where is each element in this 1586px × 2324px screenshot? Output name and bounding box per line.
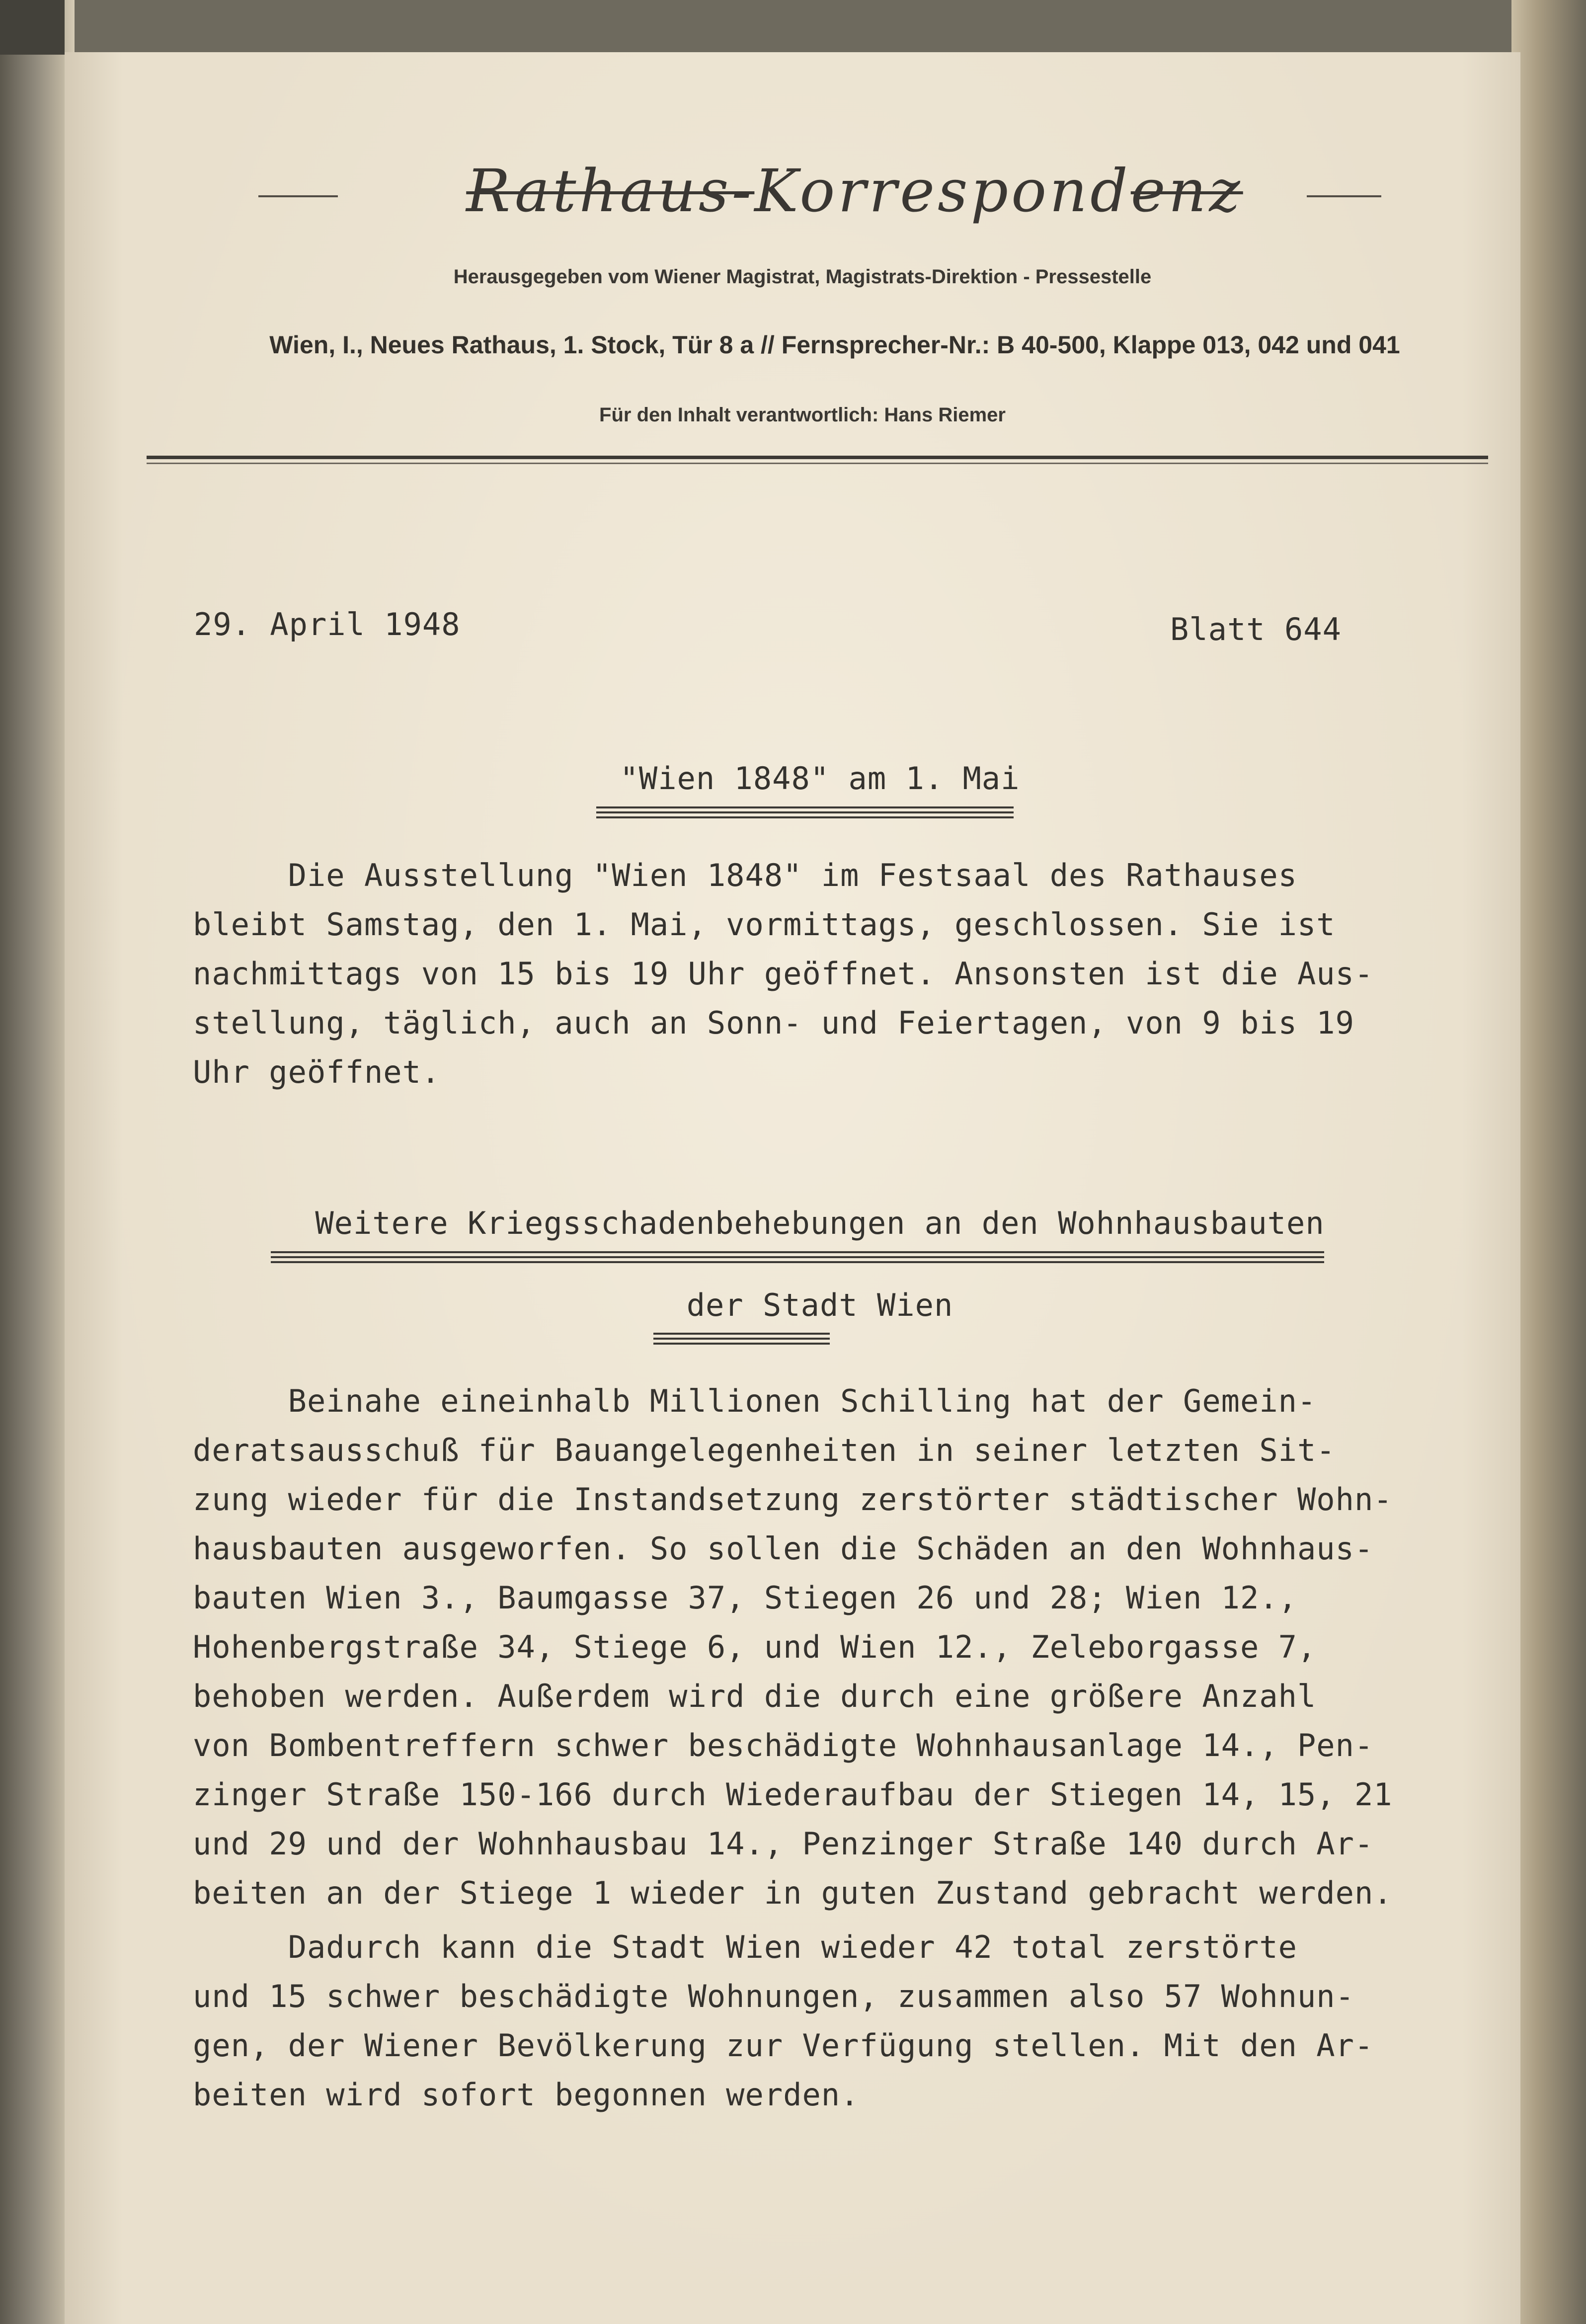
article2-paragraph1 [193,1376,1455,1918]
book-binding [0,0,75,2324]
article1-line: stellung, täglich, auch an Sonn- und Feiertagen, von 9 bis 19 [193,1005,1354,1041]
article2-subtitle-underline [653,1333,830,1345]
header-rule-thin [147,463,1488,464]
article2-p2-line: und 15 schwer beschädigte Wohnungen, zusammen also 57 Wohnun- [193,1978,1354,2014]
article1-line: Die Ausstellung "Wien 1848" im Festsaal des Rathauses [193,857,1297,893]
article2-p2-line: Dadurch kann die Stadt Wien wieder 42 total zerstörte [193,1929,1297,1965]
masthead-title-part3: enz [1130,157,1243,225]
article2-p1-line: bauten Wien 3., Baumgasse 37, Stiegen 26 und 28; Wien 12., [193,1580,1297,1616]
article2-title-underline [271,1251,1324,1263]
sheet-number: Blatt 644 [1170,611,1342,647]
article2-title-line2: der Stadt Wien [686,1287,953,1323]
article2-p1-line: beiten an der Stiege 1 wieder in guten Zustand gebracht werden. [193,1875,1393,1911]
masthead-title-part2: Korrespond [754,157,1131,225]
masthead-dash-right [1307,195,1381,197]
article1-title: "Wien 1848" am 1. Mai [620,760,1020,797]
article1-line: nachmittags von 15 bis 19 Uhr geöffnet. Ansonsten ist die Aus- [193,956,1374,992]
header-rule [147,456,1488,459]
binding-shadow [0,0,65,55]
address-line: Wien, I., Neues Rathaus, 1. Stock, Tür 8 a // Fernsprecher-Nr.: B 40-500, Klappe 013, 042 und 041 [269,331,1400,359]
issue-date: 29. April 1948 [194,606,461,642]
document-page [65,52,1520,2324]
masthead-title-part1: Rathaus- [466,157,755,225]
article2-p1-line: Hohenbergstraße 34, Stiege 6, und Wien 12., Zeleborgasse 7, [193,1629,1317,1665]
article2-p1-line: hausbauten ausgeworfen. So sollen die Schäden an den Wohnhaus- [193,1530,1374,1567]
article2-title-line1: Weitere Kriegsschadenbehebungen an den Wohnhausbauten [315,1205,1325,1241]
article1-body [193,851,1455,1097]
responsible-line: Für den Inhalt verantwortlich: Hans Riemer [599,404,1006,426]
article1-title-underline [596,806,1014,818]
masthead [184,157,1525,225]
article2-p2-line: gen, der Wiener Bevölkerung zur Verfügung stellen. Mit den Ar- [193,2027,1374,2064]
article2-p1-line: deratsausschuß für Bauangelegenheiten in seiner letzten Sit- [193,1432,1336,1468]
article2-p1-line: Beinahe eineinhalb Millionen Schilling hat der Gemein- [193,1383,1317,1419]
article2-p1-line: zinger Straße 150-166 durch Wiederaufbau der Stiegen 14, 15, 21 [193,1776,1393,1813]
masthead-dash-left [258,195,338,197]
article2-p1-line: und 29 und der Wohnhausbau 14., Penzinger Straße 140 durch Ar- [193,1826,1374,1862]
article2-p1-line: zung wieder für die Instandsetzung zerstörter städtischer Wohn- [193,1481,1393,1518]
article1-line: bleibt Samstag, den 1. Mai, vormittags, geschlossen. Sie ist [193,906,1336,943]
article2-paragraph2 [193,1923,1455,2119]
article1-line: Uhr geöffnet. [193,1054,441,1090]
publisher-line: Herausgegeben vom Wiener Magistrat, Magistrats-Direktion - Pressestelle [453,266,1152,288]
article2-p1-line: behoben werden. Außerdem wird die durch eine größere Anzahl [193,1678,1317,1714]
article2-p2-line: beiten wird sofort begonnen werden. [193,2077,860,2113]
article2-p1-line: von Bombentreffern schwer beschädigte Wohnhausanlage 14., Pen- [193,1727,1374,1763]
